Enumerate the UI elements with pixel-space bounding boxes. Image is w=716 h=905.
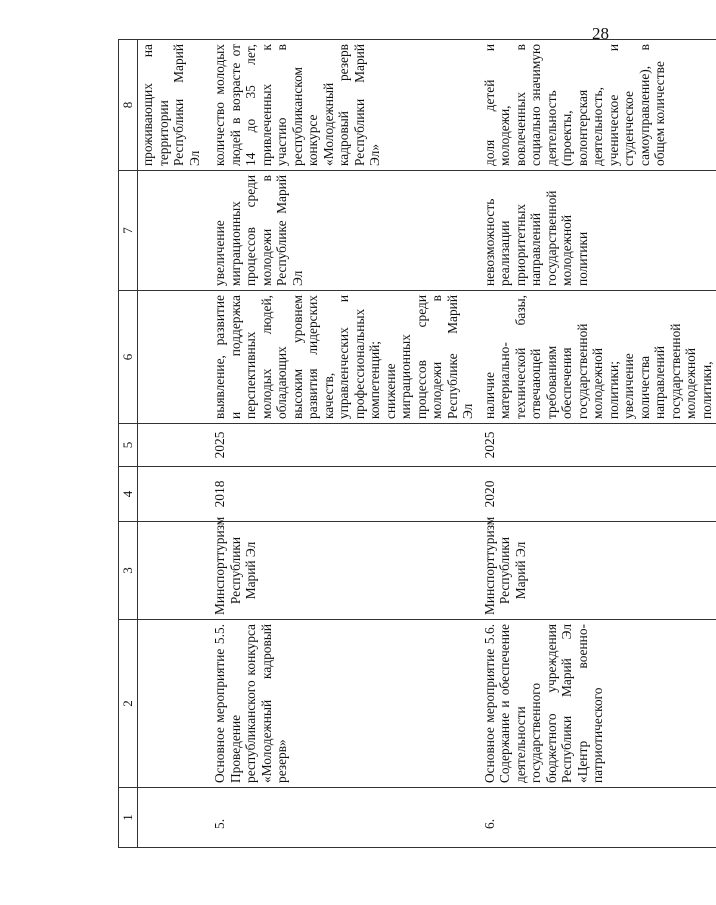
row-event: Основное мероприятие 5.6. Содержание и обеспечение деятельности государственного бюджетного учреждения Республики Марий Эл «Центр военно-патриотического [478, 620, 716, 788]
row-start-year: 2020 [478, 467, 716, 522]
program-table [118, 39, 716, 848]
row-event: Основное мероприятие 5.5. Проведение республиканского конкурса «Молодежный кадровый резерв» [208, 620, 478, 788]
row-end-year: 2025 [208, 424, 478, 467]
header-row [119, 40, 138, 848]
row-number: 5. [208, 788, 478, 848]
row-consequences: увеличение миграционных процессов среди молодежи в Республике Марий Эл [208, 171, 478, 291]
continuation-row [138, 40, 209, 848]
row-result: наличие материально-технической базы, отвечающей требованиям обеспечения государственной молодежной политики; увеличение количества направлений государственной молодежной политики, [478, 291, 716, 424]
row-start-year: 2018 [208, 467, 478, 522]
col-header-4: 4 [119, 467, 138, 522]
col-header-5: 5 [119, 424, 138, 467]
rotated-table-area [118, 40, 714, 848]
table-row [208, 40, 478, 848]
row-executor: Минспорттуризм Республики Марий Эл [208, 522, 478, 620]
col-header-3: 3 [119, 522, 138, 620]
row-indicator: количество молодых людей в возрасте от 14 до 35 лет, привлеченных к участию в республиканском конкурсе «Молодежный кадровый резерв Республики Марий Эл» [208, 40, 478, 171]
col-header-6: 6 [119, 291, 138, 424]
row-executor: Минспорттуризм Республики Марий Эл [478, 522, 716, 620]
col-header-8: 8 [119, 40, 138, 171]
row-end-year: 2025 [478, 424, 716, 467]
table-row [478, 40, 716, 848]
row-indicator: доля детей и молодежи, вовлеченных в социально значимую деятельность (проекты, волонтерская деятельность, ученическое и студенческое самоуправление), в общем количестве [478, 40, 716, 171]
col-header-2: 2 [119, 620, 138, 788]
row-number: 6. [478, 788, 716, 848]
row-consequences: невозможность реализации приоритетных направлений государственной молодежной политики [478, 171, 716, 291]
col-header-1: 1 [119, 788, 138, 848]
row-result: выявление, развитие и поддержка перспективных молодых людей, обладающих высоким уровнем развития лидерских качеств, управленческих и профессиональных компетенций; снижение миграционных процессов среди молодежи в Республике Марий Эл [208, 291, 478, 424]
page-number: 28 [592, 24, 609, 43]
col-header-7: 7 [119, 171, 138, 291]
continuation-indicator: проживающих на территории Республики Марий Эл [138, 40, 209, 171]
